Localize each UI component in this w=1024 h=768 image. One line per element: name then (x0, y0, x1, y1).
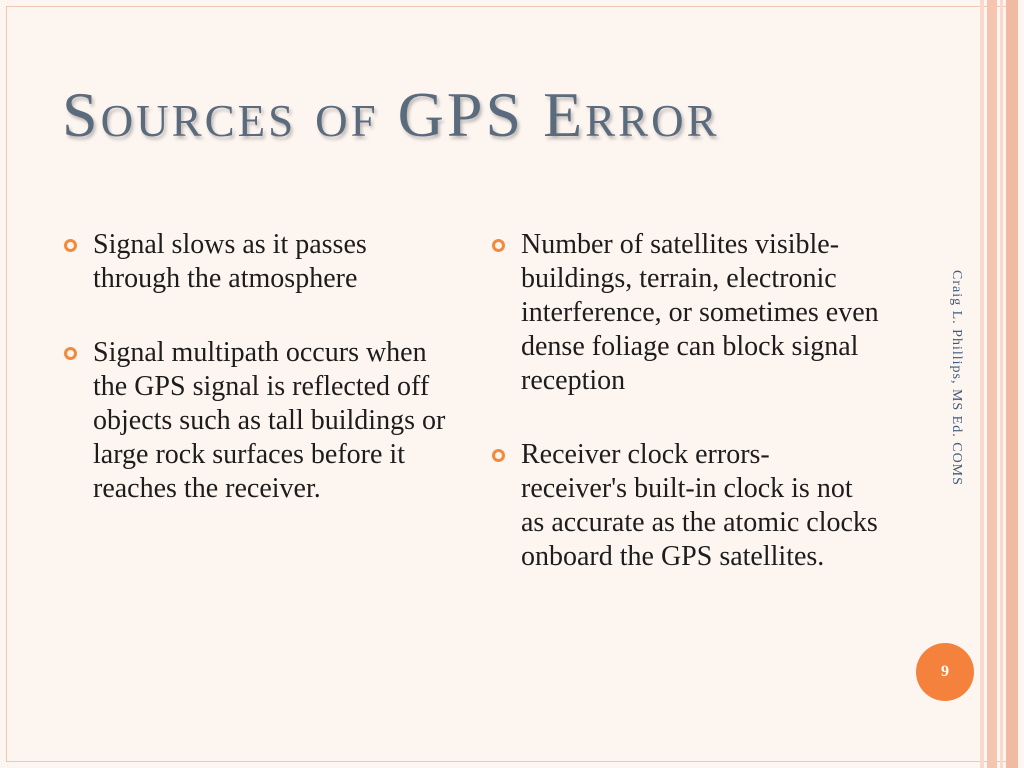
bullet-icon (492, 449, 505, 462)
page-number: 9 (941, 663, 949, 680)
bullet-item (62, 228, 452, 296)
bullet-icon (492, 239, 505, 252)
decorative-stripe (980, 0, 984, 768)
author-credit: Craig L. Phillips, MS Ed. COMS (949, 270, 964, 486)
bullet-icon (64, 239, 77, 252)
bullet-text: Receiver clock errors- receiver's built-in clock is not as accurate as the atomic clocks onboard the GPS satellites. (521, 439, 878, 572)
bullet-item (62, 336, 452, 506)
bullet-item (490, 438, 880, 574)
bullet-text: Number of satellites visible-buildings, terrain, electronic interference, or sometimes even dense foliage can block signal reception (521, 229, 879, 396)
decorative-stripe (1006, 0, 1018, 768)
slide-title: Sources of GPS Error (62, 79, 720, 150)
bullet-text: Signal multipath occurs when the GPS signal is reflected off objects such as tall buildings or large rock surfaces before it reaches the receiver. (93, 337, 446, 504)
right-column (490, 228, 880, 614)
page-number-badge (916, 643, 974, 701)
bullet-icon (64, 347, 77, 360)
decorative-stripe (987, 0, 997, 768)
left-column (62, 228, 452, 546)
bullet-text: Signal slows as it passes through the atmosphere (93, 229, 367, 294)
decorative-stripe (1000, 0, 1003, 768)
bullet-item (490, 228, 880, 398)
